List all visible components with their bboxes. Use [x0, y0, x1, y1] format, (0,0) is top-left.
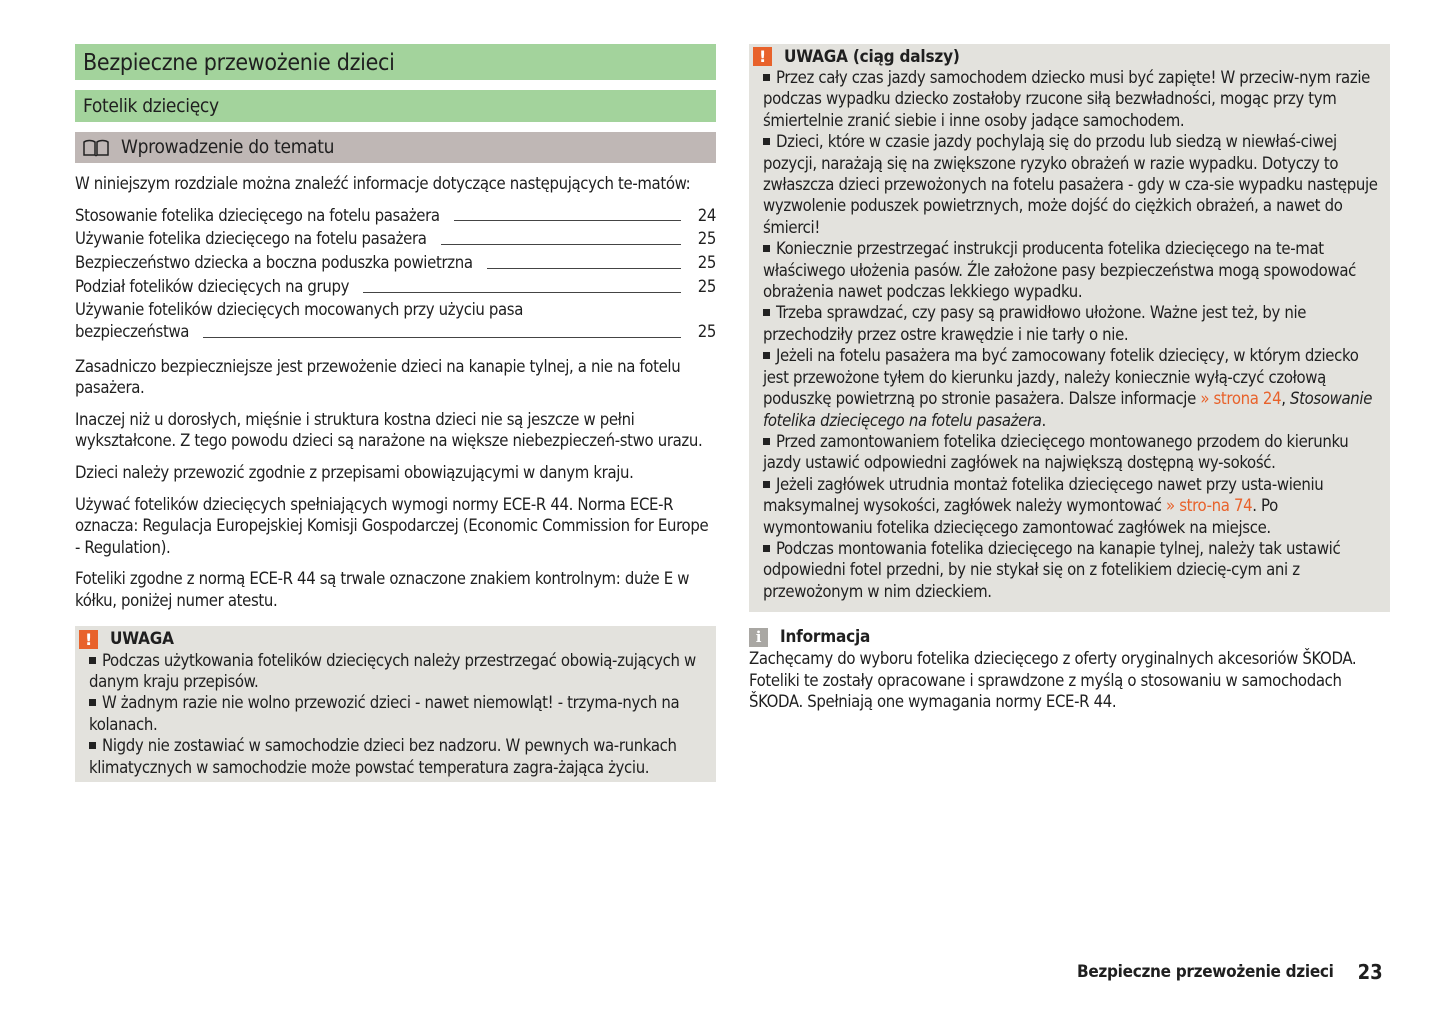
toc-page: 25: [697, 253, 716, 273]
toc-label: Podział fotelików dziecięcych na grupy: [75, 276, 350, 296]
info-text: Zachęcamy do wyboru fotelika dziecięcego z oferty oryginalnych akcesoriów ŠKODA. Foteliki te zostały opracowane i sprawdzone z myślą o stosowaniu w samochodach ŠKODA. Spełniają one wymagania normy ECE-R 44.: [749, 649, 1357, 712]
paragraph: Używać fotelików dziecięcych spełniających wymogi normy ECE-R 44. Norma ECE-R oznacza: Regulacja Europejskiej Komisji Gospodarczej (Economic Commission for Europe - Regulation).: [75, 494, 709, 557]
toc-leader: [203, 337, 681, 338]
page-footer: [1077, 960, 1383, 984]
warning-box-continued: [749, 44, 1390, 612]
toc-label: bezpieczeństwa: [75, 321, 190, 341]
exclamation-icon: !: [753, 47, 772, 66]
warning-title: UWAGA: [110, 629, 174, 650]
bullet-text: .: [1041, 410, 1046, 430]
section-title: Fotelik dziecięcy: [75, 90, 716, 122]
warning-header: [79, 629, 704, 650]
toc-page: 25: [697, 229, 716, 249]
warning-box: [75, 626, 716, 782]
right-column: [749, 44, 1390, 713]
warning-bullet: [763, 345, 1378, 431]
info-box: [749, 626, 1390, 713]
warning-header: [753, 46, 1378, 67]
page-number: 23: [1357, 960, 1383, 984]
toc-entry[interactable]: [75, 299, 716, 344]
info-title: Informacja: [780, 627, 871, 648]
toc-leader: [487, 268, 681, 269]
subsection-title: Wprowadzenie do tematu: [121, 136, 335, 158]
left-column: [75, 44, 716, 782]
bullet-text: . Po wymontowaniu fotelika dziecięcego zamontować zagłówek na miejsce.: [763, 496, 1278, 537]
toc-leader: [454, 220, 681, 221]
bullet-text: Jeżeli na fotelu pasażera ma być zamocowany fotelik dziecięcy, w którym dziecko jest przewożone tyłem do kierunku jazdy, należy koniecznie wyłą-czyć czołową poduszkę powietrzną po stronie pasażera. Dalsze informacje: [763, 346, 1359, 409]
warning-bullet: Nigdy nie zostawiać w samochodzie dzieci bez nadzoru. W pewnych wa-runkach klimatycznych w samochodzie może powstać temperatura zagra-żająca życiu.: [89, 735, 704, 778]
toc-page: 25: [697, 321, 716, 341]
exclamation-icon: !: [79, 630, 98, 649]
toc-label: Stosowanie fotelika dziecięcego na fotelu pasażera: [75, 205, 440, 225]
book-icon: [83, 139, 109, 157]
toc-label: Bezpieczeństwo dziecka a boczna poduszka powietrzna: [75, 253, 473, 273]
warning-bullet: Podczas montowania fotelika dziecięcego na kanapie tylnej, należy tak ustawić odpowiedni fotel przedni, by nie stykał się on z fotelikiem dziecię-cym ani z przewożonym w nim dzieckiem.: [763, 538, 1378, 602]
toc-entry[interactable]: [75, 204, 716, 228]
toc-page: 24: [697, 205, 716, 225]
toc-entry[interactable]: [75, 251, 716, 275]
warning-bullet: W żadnym razie nie wolno przewozić dzieci - nawet niemowląt! - trzyma-nych na kolanach.: [89, 692, 704, 735]
intro-text: W niniejszym rozdziale można znaleźć informacje dotyczące następujących te-matów:: [75, 174, 691, 193]
paragraph: Zasadniczo bezpieczniejsze jest przewożenie dzieci na kanapie tylnej, a nie na fotelu pasażera.: [75, 356, 681, 398]
paragraph: Dzieci należy przewozić zgodnie z przepisami obowiązującymi w danym kraju.: [75, 462, 634, 482]
page-link-74[interactable]: » stro-na 74: [1166, 496, 1253, 516]
subsection-header: [75, 132, 716, 163]
toc-leader: [363, 292, 681, 293]
footer-chapter-title: Bezpieczne przewożenie dzieci: [1077, 962, 1334, 982]
bullet-text: ,: [1281, 389, 1291, 409]
toc-label: Używanie fotelika dziecięcego na fotelu pasażera: [75, 229, 427, 249]
bullet-text: Jeżeli zagłówek utrudnia montaż fotelika dziecięcego nawet przy usta-wieniu maksymalnej wysokości, zagłówek należy wymontować: [763, 474, 1324, 516]
paragraph: Inaczej niż u dorosłych, mięśnie i struktura kostna dzieci nie są jeszcze w pełni wykształcone. Z tego powodu dzieci są narażone na większe niebezpieczeń-stwo urazu.: [75, 409, 703, 451]
toc-leader: [441, 244, 681, 245]
warning-bullet: [763, 474, 1378, 538]
warning-bullet: Dzieci, które w czasie jazdy pochylają się do przodu lub siedzą w niewłaś-ciwej pozycji, narażają się na zwiększone ryzyko obrażeń w razie wypadku. Dotyczy to zwłaszcza dzieci przewożonych na fotelu pasażera - gdy w cza-sie wypadku następuje wyzwolenie poduszek powietrznych, może dojść do ciężkich obrażeń, a nawet do śmierci!: [763, 132, 1378, 237]
warning-bullet: Koniecznie przestrzegać instrukcji producenta fotelika dziecięcego na te-mat właściwego ułożenia pasów. Źle założone pasy bezpieczeństwa mogą spowodować obrażenia nawet podczas lekkiego wypadku.: [763, 238, 1378, 302]
toc-entry[interactable]: [75, 275, 716, 299]
toc-label: Używanie fotelików dziecięcych mocowanych przy użyciu pasa: [75, 299, 524, 319]
info-icon: i: [749, 628, 768, 647]
toc-entry[interactable]: [75, 227, 716, 251]
cross-reference-title: Stosowanie fotelika dziecięcego na fotelu pasażera: [763, 389, 1373, 430]
page-link-24[interactable]: » strona 24: [1200, 389, 1282, 409]
paragraph: Foteliki zgodne z normą ECE-R 44 są trwale oznaczone znakiem kontrolnym: duże E w kółku, poniżej numer atestu.: [75, 569, 690, 610]
chapter-title: Bezpieczne przewożenie dzieci: [75, 44, 716, 80]
warning-bullet: Podczas użytkowania fotelików dziecięcych należy przestrzegać obowią-zujących w danym kraju przepisów.: [89, 650, 704, 693]
warning-title: UWAGA (ciąg dalszy): [784, 46, 960, 67]
warning-bullet: Przed zamontowaniem fotelika dziecięcego montowanego przodem do kierunku jazdy ustawić odpowiedni zagłówek na największą dostępną wy-sokość.: [763, 431, 1378, 474]
warning-bullet: Przez cały czas jazdy samochodem dziecko musi być zapięte! W przeciw-nym razie podczas wypadku dziecko zostałoby rzucone siłą bezwładności, mogąc przy tym śmiertelnie zranić siebie i inne osoby jadące samochodem.: [763, 67, 1378, 131]
info-header: [749, 626, 1390, 648]
warning-bullet: Trzeba sprawdzać, czy pasy są prawidłowo ułożone. Ważne jest też, by nie przechodziły przez ostre krawędzie i nie tarły o nie.: [763, 302, 1378, 345]
toc-page: 25: [697, 276, 716, 296]
table-of-contents: [75, 204, 716, 344]
